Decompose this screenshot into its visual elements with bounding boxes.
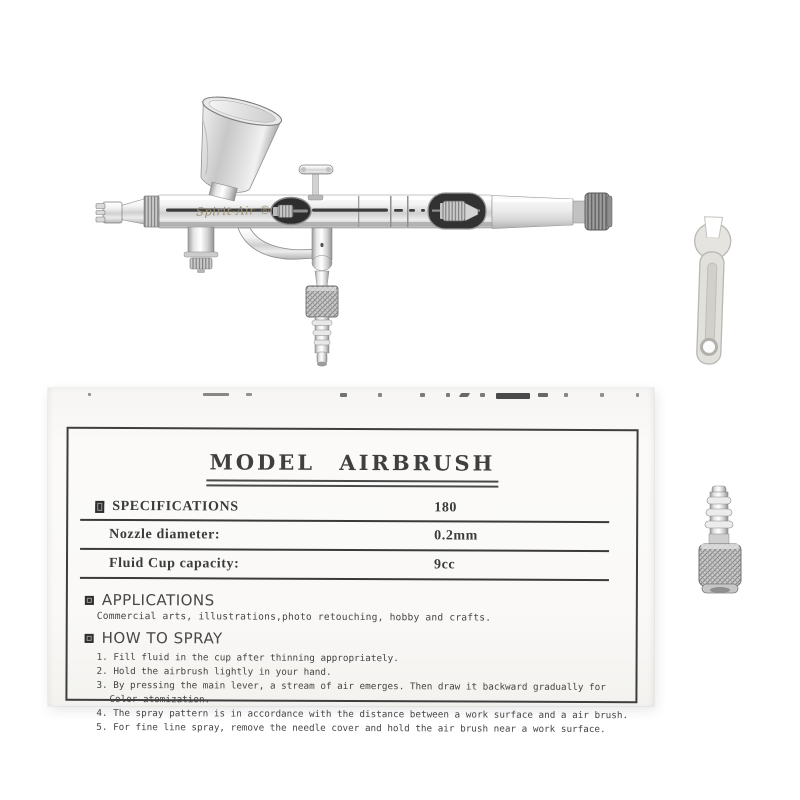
spec-header-label: SPECIFICATIONS [112,498,239,515]
brand-engraving: Spirit-Air ® [195,202,272,219]
wrench-hole [701,339,717,355]
title-rule [206,479,498,487]
side-valve [184,227,218,273]
wrench-open-slot [704,217,723,239]
section-applications [68,591,636,624]
chuck-cutaway [428,193,486,229]
finger-hook [238,228,314,259]
adapter-barb-ridges [705,497,733,528]
how-to-spray-heading: HOW TO SPRAY [101,628,223,648]
wrench [690,216,731,364]
handle [492,196,585,229]
section-bullet-icon [95,500,104,512]
spec-row [80,521,609,552]
handle-end-cap [585,193,612,230]
spec-label: Fluid Cup capacity: [108,555,240,572]
spec-value: 9cc [433,556,456,572]
spec-label: Nozzle diameter: [109,526,221,542]
paint-cup [181,91,284,207]
nozzle-knurl-ring [144,196,159,227]
applications-body: Commercial arts, illustrations,photo retouching, hobby and crafts. [96,610,492,624]
section-how-to-spray [67,629,635,737]
spec-sheet [48,388,654,735]
step-item: 5. For fine line spray, remove the needle cover and hold the air brush near a work surface. [96,721,606,735]
hose-adapter [699,486,741,593]
spec-table [80,494,609,581]
step-item: 2. Hold the airbrush lightly in your hand. [96,665,332,678]
hose-barb [312,317,332,366]
needle-window [271,198,311,225]
section-bullet-icon [85,595,94,604]
spec-row-header [80,494,609,523]
needle-cap [96,202,122,223]
how-to-spray-steps [96,651,637,737]
airbrush [96,91,612,366]
spec-header-value: 180 [434,499,458,515]
step-item: 4. The spray pattern is in accordance with the distance between a work surface and a air brush. [96,707,629,721]
step-item: 1. Fill fluid in the cup after thinning appropriately. [96,651,399,665]
spec-value: 0.2mm [434,527,478,544]
spec-row [80,550,609,581]
sheet-frame [65,427,638,735]
nozzle-cone [121,199,144,224]
section-bullet-icon [85,633,94,642]
step-item: 3. By pressing the main lever, a stream of air emerges. Then draw it backward gradually for Color atomization. [96,679,606,706]
sheet-title: MODEL AIRBRUSH [209,449,496,476]
applications-heading: APPLICATIONS [101,590,215,610]
adapter-knurled-nut [699,544,741,586]
air-valve [306,228,338,366]
